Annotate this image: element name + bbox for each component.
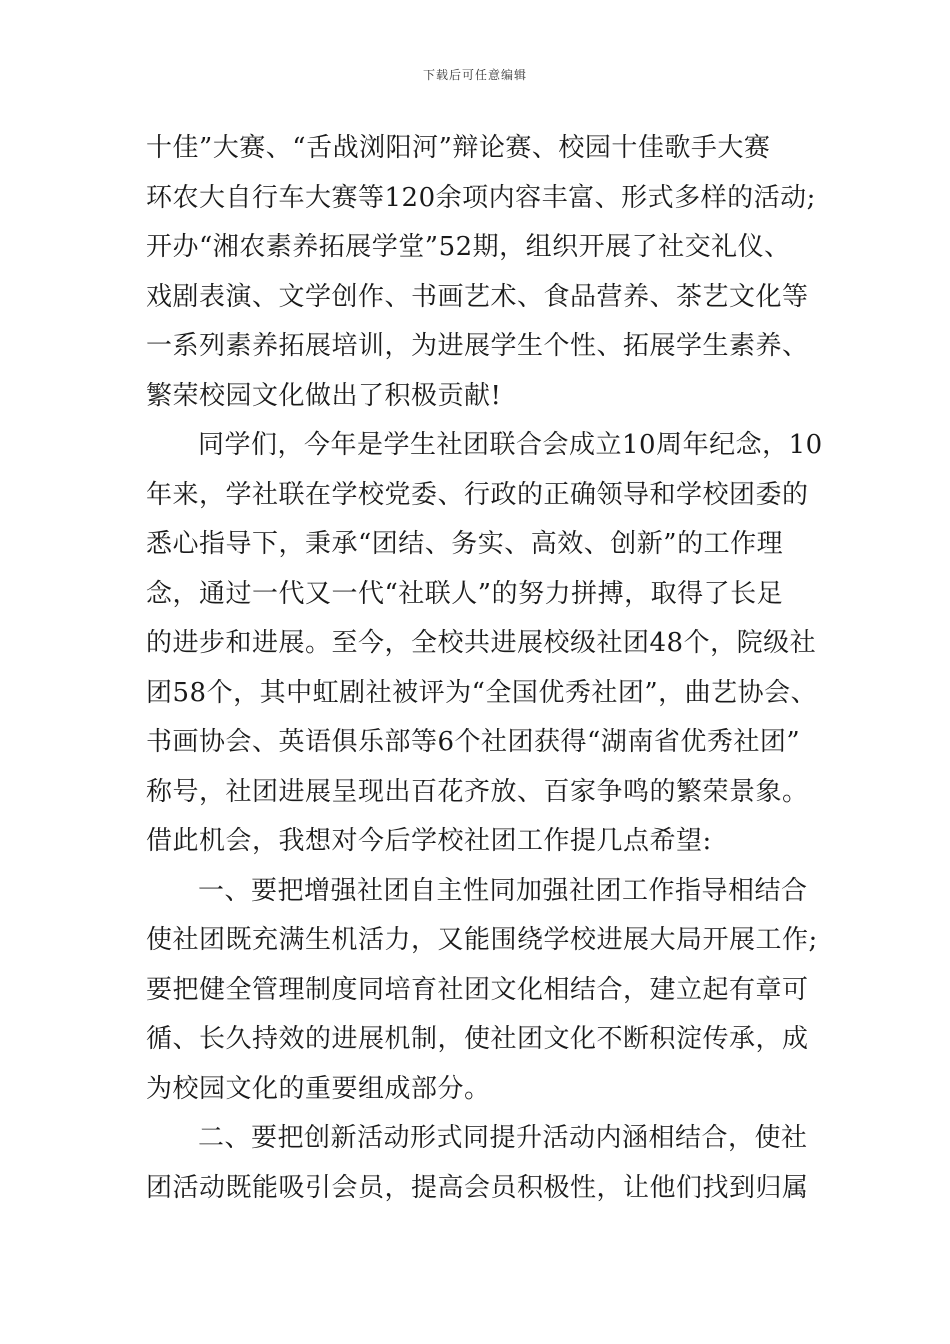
text-line: 开办“湘农素养拓展学堂”52期，组织开展了社交礼仪、: [146, 232, 791, 262]
text-line: 团58个，其中虹剧社被评为“全国优秀社团”，曲艺协会、: [146, 677, 818, 708]
text-line: 繁荣校园文化做出了积极贡献!: [146, 380, 502, 411]
text-line: 使社团既充满生机活力，又能围绕学校进展大局开展工作;: [146, 925, 818, 955]
text-line: 称号，社团进展呈现出百花齐放、百家争鸣的繁荣景象。: [146, 776, 809, 807]
text-line: 为校园文化的重要组成部分。: [146, 1073, 491, 1104]
text-line: 循、长久持效的进展机制，使社团文化不断积淀传承，成: [146, 1024, 809, 1054]
text-line: 年来，学社联在学校党委、行政的正确领导和学校团委的: [146, 479, 809, 510]
paragraph-start-line: 二、要把创新活动形式同提升活动内涵相结合，使社: [198, 1123, 808, 1153]
text-line: 念，通过一代又一代“社联人”的努力拼搏，取得了长足: [146, 578, 784, 609]
text-line: 要把健全管理制度同培育社团文化相结合，建立起有章可: [146, 974, 809, 1005]
text-line: 团活动既能吸引会员，提高会员积极性，让他们找到归属: [146, 1172, 809, 1203]
text-line: 一系列素养拓展培训，为进展学生个性、拓展学生素养、: [146, 331, 809, 361]
text-line: 环农大自行车大赛等120余项内容丰富、形式多样的活动;: [146, 182, 816, 213]
text-line: 借此机会，我想对今后学校社团工作提几点希望:: [146, 826, 712, 856]
text-line: 十佳”大赛、“舌战浏阳河”辩论赛、校园十佳歌手大赛: [146, 133, 771, 163]
text-line: 书画协会、英语俱乐部等6个社团获得“湖南省优秀社团”: [146, 727, 801, 757]
text-line: 戏剧表演、文学创作、书画艺术、食品营养、茶艺文化等: [146, 281, 809, 312]
text-line: 的进步和进展。至今，全校共进展校级社团48个，院级社: [146, 628, 817, 658]
paragraph-start-line: 一、要把增强社团自主性同加强社团工作指导相结合: [198, 875, 808, 906]
paragraph-start-line: 同学们，今年是学生社团联合会成立10周年纪念，10: [198, 430, 823, 460]
text-line: 悉心指导下，秉承“团结、务实、高效、创新”的工作理: [146, 529, 784, 559]
document-body: [146, 124, 836, 1213]
page-header: 下载后可任意编辑: [422, 68, 527, 82]
